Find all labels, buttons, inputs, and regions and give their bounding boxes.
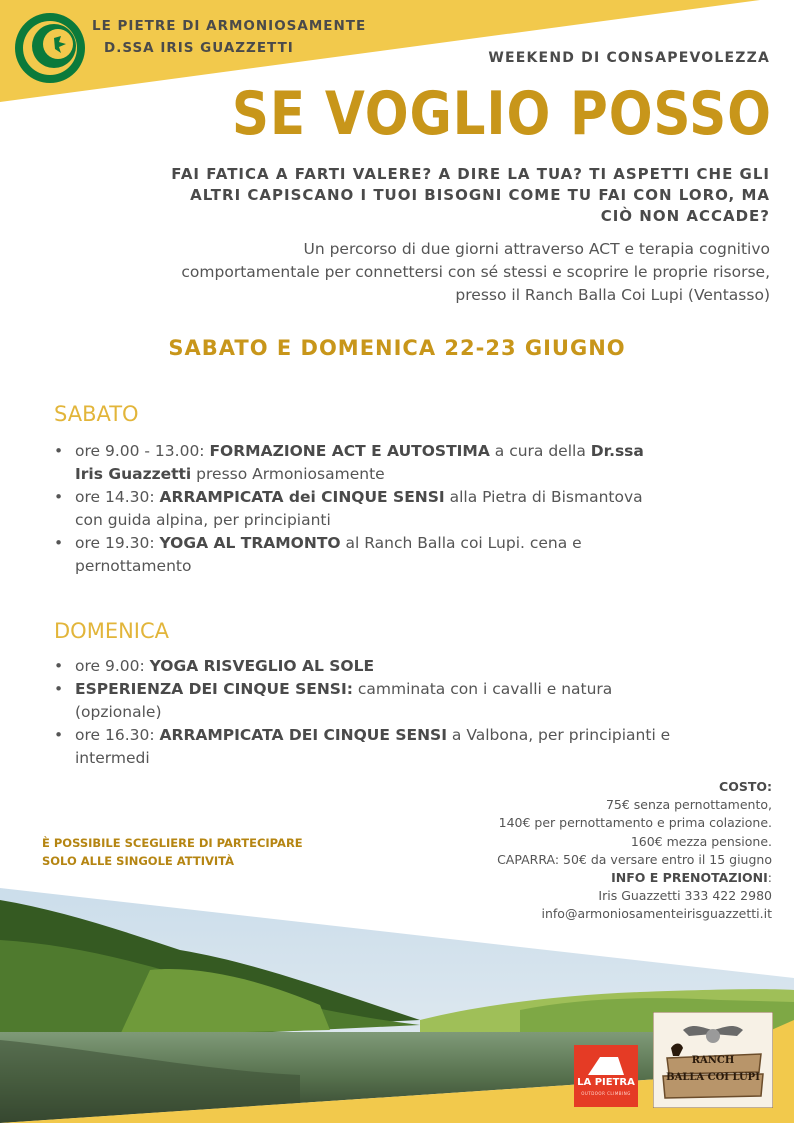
ranch-logo-text: RANCH bbox=[691, 1055, 735, 1066]
cost-label: COSTO: bbox=[719, 779, 772, 794]
subtitle: WEEKEND DI CONSAPEVOLEZZA bbox=[488, 50, 770, 66]
page-title: SE VOGLIO POSSO bbox=[232, 79, 772, 149]
intro-question: FAI FATICA A FARTI VALERE? A DIRE LA TUA? TI ASPETTI CHE GLI ALTRI CAPISCANO I TUOI BISOGNI COME TU FAI CON LORO, MA CIÒ NON ACCADE? bbox=[171, 165, 770, 225]
sunday-schedule bbox=[54, 655, 675, 770]
cost-line: CAPARRA: 50€ da versare entro il 15 giugno bbox=[497, 851, 772, 867]
lapietra-logo-text: LA PIETRA bbox=[577, 1077, 635, 1088]
sunday-heading: DOMENICA bbox=[54, 619, 170, 643]
item-text: a cura della bbox=[489, 442, 591, 460]
contact-phone: Iris Guazzetti 333 422 2980 bbox=[598, 888, 772, 904]
list-item bbox=[75, 724, 675, 770]
list-item bbox=[75, 440, 675, 486]
item-activity: YOGA AL TRAMONTO bbox=[159, 534, 341, 552]
cost-line: 140€ per pernottamento e prima colazione. bbox=[498, 815, 772, 831]
org-name: LE PIETRE DI ARMONIOSAMENTE bbox=[92, 18, 367, 34]
list-item bbox=[75, 678, 675, 724]
item-activity: ARRAMPICATA dei CINQUE SENSI bbox=[159, 488, 445, 506]
list-item bbox=[75, 486, 675, 532]
item-time: ore 14.30: bbox=[75, 488, 160, 506]
item-time: ore 16.30: bbox=[75, 726, 160, 744]
mountain-icon bbox=[588, 1055, 624, 1075]
item-time: ore 9.00: bbox=[75, 657, 150, 675]
armoniosamente-logo bbox=[14, 12, 86, 84]
ranch-logo-text: BALLA COI LUPI bbox=[666, 1072, 760, 1083]
cost-line: 75€ senza pernottamento, bbox=[605, 797, 772, 813]
item-activity: YOGA RISVEGLIO AL SOLE bbox=[149, 657, 375, 675]
event-dates: SABATO E DOMENICA 22-23 GIUGNO bbox=[168, 336, 626, 360]
item-text: presso Armoniosamente bbox=[191, 465, 385, 483]
item-text: al Ranch Balla coi Lupi. cena e pernottamento bbox=[75, 534, 582, 575]
org-doctor: D.SSA IRIS GUAZZETTI bbox=[104, 40, 294, 56]
item-activity: ARRAMPICATA DEI CINQUE SENSI bbox=[159, 726, 447, 744]
cost-line: 160€ mezza pensione. bbox=[630, 833, 772, 849]
item-person: Dr.ssa Iris Guazzetti bbox=[75, 442, 644, 483]
saturday-heading: SABATO bbox=[54, 402, 139, 426]
info-label: INFO E PRENOTAZIONI bbox=[611, 870, 768, 886]
participation-note bbox=[42, 834, 303, 870]
note-line: È POSSIBILE SCEGLIERE DI PARTECIPARE bbox=[42, 836, 303, 850]
item-text: a Valbona, per principianti e intermedi bbox=[75, 726, 671, 767]
saturday-schedule bbox=[54, 440, 675, 578]
item-time: ore 19.30: bbox=[75, 534, 160, 552]
list-item bbox=[75, 655, 675, 678]
list-item bbox=[75, 532, 675, 578]
item-activity: FORMAZIONE ACT E AUTOSTIMA bbox=[209, 442, 490, 460]
item-text: alla Pietra di Bismantova con guida alpina, per principianti bbox=[75, 488, 643, 529]
lapietra-logo-subtext: OUTDOOR CLIMBING bbox=[581, 1091, 631, 1096]
cost-info: COSTO: 75€ senza pernottamento, 140€ per pernottamento e prima colazione. 160€ mezza pensione. CAPARRA: 50€ da versare entro il 15 giugno INFO E PRENOTAZIONI: Iris Guazzetti 333 422 2980 info@armoniosamenteirisguazzetti.it bbox=[497, 778, 772, 924]
item-activity: ESPERIENZA DEI CINQUE SENSI: bbox=[75, 680, 353, 698]
note-line: SOLO ALLE SINGOLE ATTIVITÀ bbox=[42, 854, 235, 868]
intro-description: Un percorso di due giorni attraverso ACT e terapia cognitivo comportamentale per connettersi con sé stessi e scoprire le proprie risorse, presso il Ranch Balla Coi Lupi (Ventasso) bbox=[181, 240, 770, 304]
item-text: camminata con i cavalli e natura (opzionale) bbox=[75, 680, 613, 721]
item-time: ore 9.00 - 13.00: bbox=[75, 442, 210, 460]
contact-email[interactable]: info@armoniosamenteirisguazzetti.it bbox=[541, 906, 772, 922]
